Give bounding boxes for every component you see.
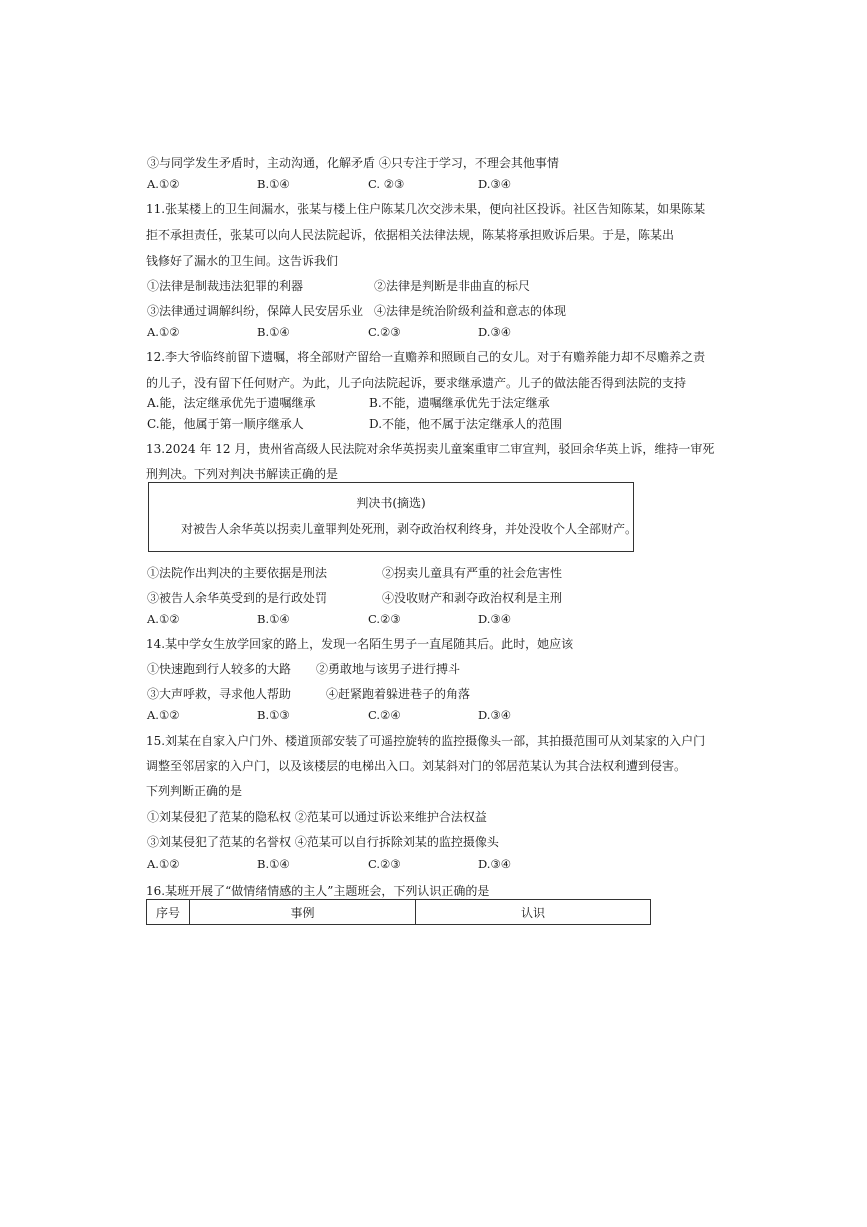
q15-option-c[interactable]: C.②③ [368, 857, 401, 871]
q16-table [146, 899, 651, 925]
q11-option-a[interactable]: A.①② [147, 325, 180, 339]
q12-option-b[interactable]: B.不能，遗嘱继承优先于法定继承 [369, 396, 550, 410]
q11-item-3: ③法律通过调解纠纷，保障人民安居乐业 [147, 304, 364, 318]
q11-option-d[interactable]: D.③④ [478, 325, 512, 339]
q16-table-header-row [147, 900, 651, 925]
q12-option-a[interactable]: A.能，法定继承优先于遗嘱继承 [147, 396, 316, 410]
q10-options [147, 176, 547, 192]
q13-option-b[interactable]: B.①④ [257, 612, 290, 626]
q13-options [147, 611, 547, 627]
q14-item-1: ①快速跑到行人较多的大路 [147, 662, 292, 676]
q10-option-a[interactable]: A.①② [147, 177, 180, 191]
q11-stem-line-2: 拒不承担责任，张某可以向人民法院起诉，依据相关法律法规，陈某将承担败诉后果。于是，陈某出 [146, 228, 675, 242]
q15-option-a[interactable]: A.①② [147, 857, 180, 871]
q11-option-b[interactable]: B.①④ [257, 325, 290, 339]
q16-stem: 16.某班开展了“做情绪情感的主人”主题班会，下列认识正确的是 [146, 884, 490, 898]
q16-header-example: 事例 [190, 900, 416, 925]
q11-item-4: ④法律是统治阶级利益和意志的体现 [374, 304, 567, 318]
q13-option-c[interactable]: C.②③ [368, 612, 401, 626]
q13-item-4: ④没收财产和剥夺政治权利是主刑 [382, 591, 563, 605]
q14-item-3: ③大声呼救，寻求他人帮助 [147, 687, 292, 701]
q11-item-1: ①法律是制裁违法犯罪的利器 [147, 279, 304, 293]
q13-stem-line-2: 刑判决。下列对判决书解读正确的是 [146, 467, 339, 481]
q10-option-b[interactable]: B.①④ [257, 177, 290, 191]
q15-stem-line-1: 15.刘某在自家入户门外、楼道顶部安装了可遥控旋转的监控摄像头一部，其拍摄范围可从刘某家的入户门 [146, 734, 706, 748]
q12-stem-line-1: 12.李大爷临终前留下遗嘱，将全部财产留给一直赡养和照顾自己的女儿。对于有赡养能力却不尽赡养之责 [146, 350, 706, 364]
q12-option-c[interactable]: C.能，他属于第一顺序继承人 [147, 417, 304, 431]
q14-stem: 14.某中学女生放学回家的路上，发现一名陌生男子一直尾随其后。此时，她应该 [146, 637, 574, 651]
verdict-title: 判决书(摘选) [356, 496, 426, 510]
q12-option-d[interactable]: D.不能，他不属于法定继承人的范围 [369, 417, 563, 431]
q11-options [147, 324, 547, 340]
q15-options [147, 856, 547, 872]
q13-option-a[interactable]: A.①② [147, 612, 180, 626]
q10-option-d[interactable]: D.③④ [478, 177, 512, 191]
q10-items-row-2: ③与同学发生矛盾时，主动沟通，化解矛盾 ④只专注于学习，不理会其他事情 [147, 156, 559, 170]
q12-stem-line-2: 的儿子，没有留下任何财产。为此，儿子向法院起诉，要求继承遗产。儿子的做法能否得到法院的支持 [146, 376, 687, 390]
q13-stem-line-1: 13.2024 年 12 月，贵州省高级人民法院对余华英拐卖儿童案重审二审宣判，驳回余华英上诉，维持一审死 [146, 442, 715, 456]
q14-option-a[interactable]: A.①② [147, 708, 180, 722]
q11-option-c[interactable]: C.②③ [368, 325, 401, 339]
verdict-body: 对被告人余华英以拐卖儿童罪判处死刑，剥夺政治权利终身，并处没收个人全部财产。 [181, 522, 638, 536]
q15-option-d[interactable]: D.③④ [478, 857, 512, 871]
q15-option-b[interactable]: B.①④ [257, 857, 290, 871]
q13-item-2: ②拐卖儿童具有严重的社会危害性 [382, 566, 563, 580]
verdict-excerpt-box [148, 482, 638, 552]
q16-header-index: 序号 [147, 900, 190, 925]
q14-option-c[interactable]: C.②④ [368, 708, 401, 722]
q14-option-d[interactable]: D.③④ [478, 708, 512, 722]
q16-header-understanding: 认识 [416, 900, 651, 925]
q10-option-c[interactable]: C. ②③ [368, 177, 405, 191]
q15-stem-line-2: 调整至邻居家的入户门，以及该楼层的电梯出入口。刘某斜对门的邻居范某认为其合法权利遭到侵害。 [146, 759, 687, 773]
q14-item-4: ④赶紧跑着躲进巷子的角落 [326, 687, 471, 701]
q13-item-3: ③被告人余华英受到的是行政处罚 [147, 591, 328, 605]
q11-stem-line-1: 11.张某楼上的卫生间漏水，张某与楼上住户陈某几次交涉未果，便向社区投诉。社区告知陈某，如果陈某 [146, 202, 706, 216]
q13-item-1: ①法院作出判决的主要依据是刑法 [147, 566, 328, 580]
q15-items-row-1: ①刘某侵犯了范某的隐私权 ②范某可以通过诉讼来维护合法权益 [147, 810, 487, 824]
q15-stem-line-3: 下列判断正确的是 [146, 784, 243, 798]
q14-option-b[interactable]: B.①③ [257, 708, 290, 722]
q14-item-2: ②勇敢地与该男子进行搏斗 [316, 662, 461, 676]
q14-options [147, 707, 547, 723]
q15-items-row-2: ③刘某侵犯了范某的名誉权 ④范某可以自行拆除刘某的监控摄像头 [147, 835, 499, 849]
q11-stem-line-3: 钱修好了漏水的卫生间。这告诉我们 [146, 254, 339, 268]
q11-item-2: ②法律是判断是非曲直的标尺 [374, 279, 531, 293]
q13-option-d[interactable]: D.③④ [478, 612, 512, 626]
